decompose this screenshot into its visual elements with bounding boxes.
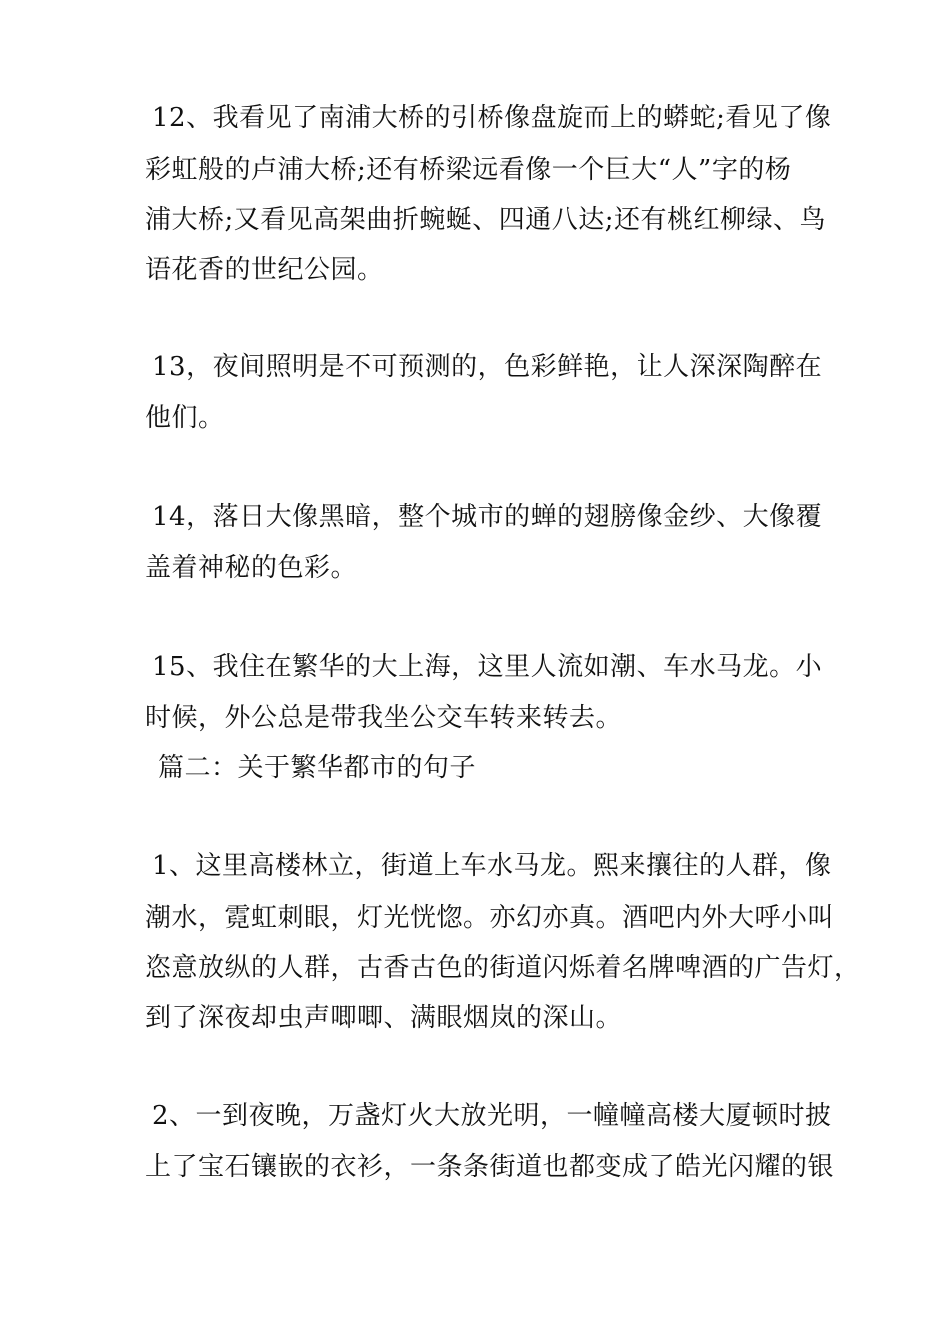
paragraph-12-line-2: 彩虹般的卢浦大桥;还有桥梁远看像一个巨大“人”字的杨 (145, 155, 792, 185)
paragraph-12-line-3: 浦大桥;又看见高架曲折蜿蜒、四通八达;还有桃红柳绿、鸟 (145, 205, 827, 235)
paragraph-1-line-1: 1、这里高楼林立，街道上车水马龙。熙来攘往的人群，像 (152, 851, 832, 881)
paragraph-14-line-1: 14，落日大像黑暗，整个城市的蝉的翅膀像金纱、大像覆 (152, 502, 823, 532)
paragraph-12-line-1: 12、我看见了南浦大桥的引桥像盘旋而上的蟒蛇;看见了像 (152, 103, 832, 133)
section-heading: 篇二：关于繁华都市的句子 (158, 753, 477, 783)
paragraph-15-line-2: 时候，外公总是带我坐公交车转来转去。 (145, 703, 623, 733)
paragraph-13-line-2: 他们。 (145, 403, 225, 433)
paragraph-1-line-2: 潮水，霓虹刺眼，灯光恍惚。亦幻亦真。酒吧内外大呼小叫 (145, 903, 835, 933)
paragraph-2-line-1: 2、一到夜晚，万盏灯火大放光明，一幢幢高楼大厦顿时披 (152, 1101, 832, 1131)
paragraph-15-line-1: 15、我住在繁华的大上海，这里人流如潮、车水马龙。小 (152, 652, 823, 682)
paragraph-1-line-4: 到了深夜却虫声唧唧、满眼烟岚的深山。 (145, 1003, 623, 1033)
paragraph-14-line-2: 盖着神秘的色彩。 (145, 553, 358, 583)
paragraph-12-line-4: 语花香的世纪公园。 (145, 255, 384, 285)
paragraph-2-line-2: 上了宝石镶嵌的衣衫，一条条街道也都变成了皓光闪耀的银 (145, 1152, 835, 1182)
paragraph-1-line-3: 恣意放纵的人群，古香古色的街道闪烁着名牌啤酒的广告灯， (145, 953, 861, 983)
paragraph-13-line-1: 13，夜间照明是不可预测的，色彩鲜艳，让人深深陶醉在 (152, 352, 823, 382)
